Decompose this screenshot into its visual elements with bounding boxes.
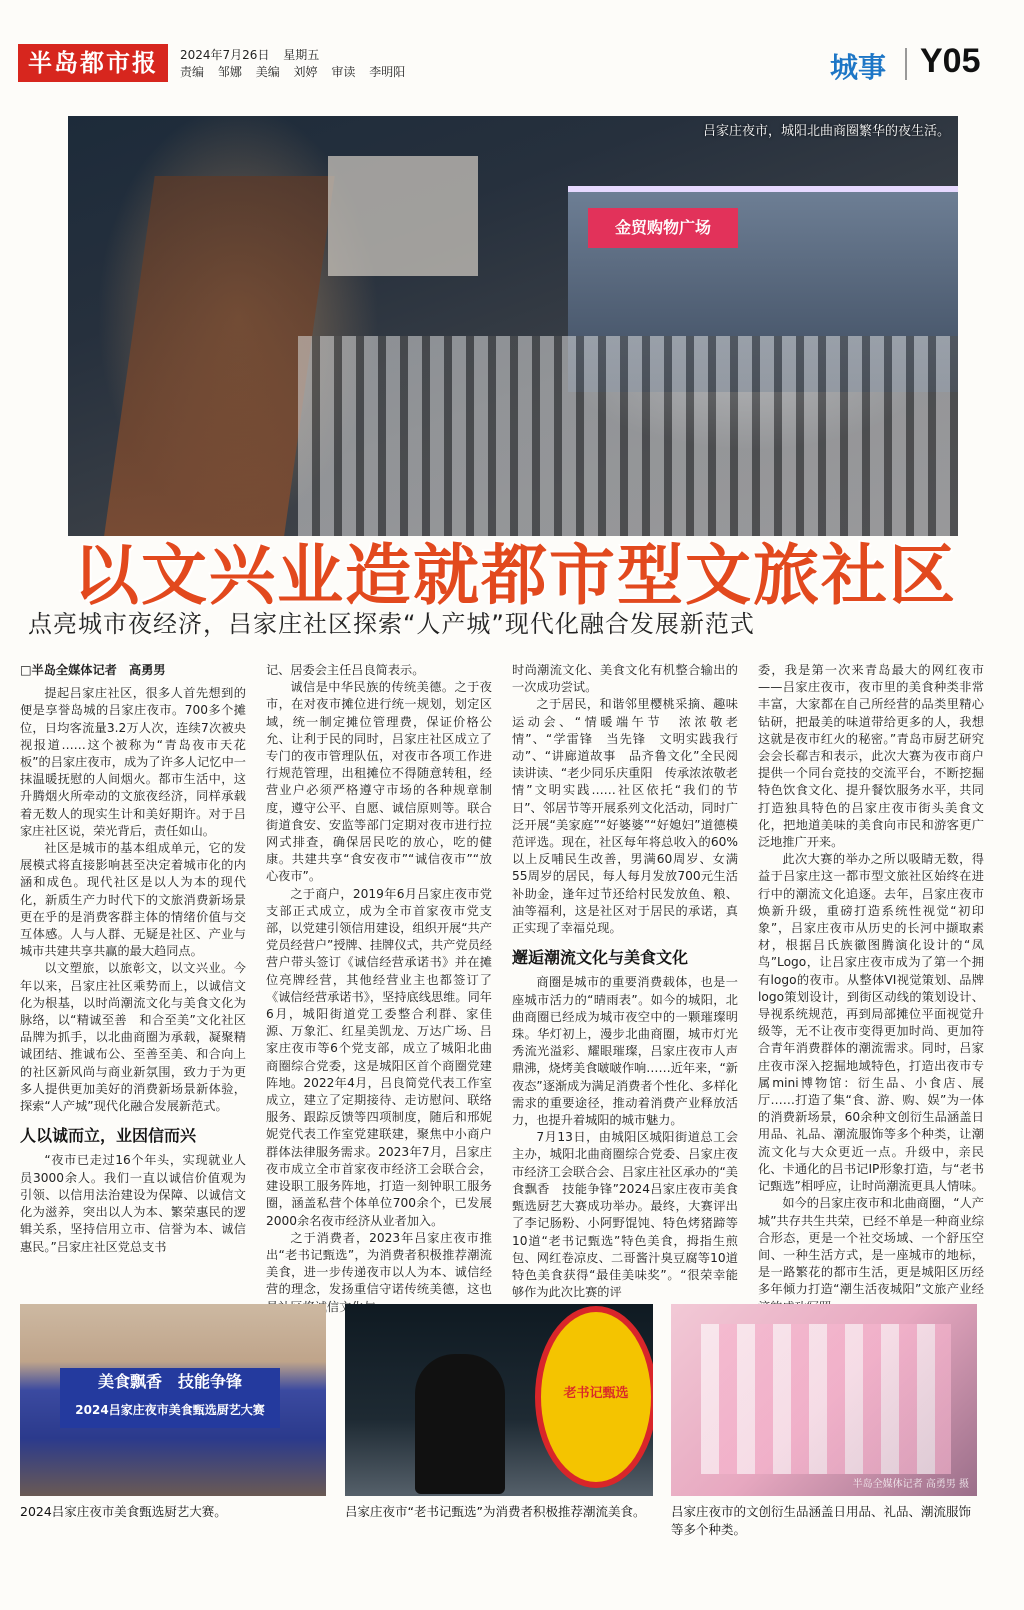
paragraph: 如今的吕家庄夜市和北曲商圈，“人产城”共存共生共荣，已经不单是一种商业综合形态，更是一个社交场域、一个舒压空间、一种生活方式，是一座城市的地标，是一路繁花的都市生活，更是城阳区历经多年倾力打造“潮生活夜城阳”文旅产业经 (758, 1196, 984, 1297)
paragraph: 提起吕家庄社区，很多人首先想到的便是享誉岛城的吕家庄夜市。700多个摊位，日均客流量3.2万人次，连续7次被央视报道……这个被称为“青岛夜市天花板”的吕家庄夜市，成为了许多人记忆中一抹温暖抚慰的人间烟火。都市生活中，这升腾烟火所牵动的文旅夜经济，同样承载着无数人的现实生计和美好期许。对于吕家庄社区说，荣光背后，责任如山。 (20, 686, 246, 838)
contest-banner-line2: 2024吕家庄夜市美食甄选厨艺大赛 (75, 1403, 265, 1417)
hero-caption: 吕家庄夜市，城阳北曲商圈繁华的夜生活。 (702, 124, 950, 139)
header-divider (905, 48, 907, 80)
reviewer-label: 审读 (331, 65, 356, 79)
merchandise-rack (701, 1324, 951, 1474)
hero-parking-lot (298, 336, 958, 536)
hero-photo (68, 116, 958, 536)
article-column-1 (20, 662, 246, 1256)
paragraph: 社区是城市的基本组成单元，它的发展模式将直接影响甚至决定着城市化的内涵和成色。现代社区是以人为本的现代化，新质生产力时代下的文旅消费新场景更在乎的是消费客群主体的情绪价值与交互体感。人与人群、无疑是社区、产业与城市共建共享共赢的最大趋同点。 (20, 841, 246, 959)
contest-banner-line1: 美食飘香 技能争锋 (97, 1372, 242, 1391)
paragraph: 商圈是城市的重要消费载体，也是一座城市活力的“晴雨表”。如今的城阳，北曲商圈已经成为城市夜空中的一颗璀璨明珠。华灯初上，漫步北曲商圈，城市灯光秀流光溢彩、耀眼璀璨，吕家庄夜市人声鼎沸，烧烤美食啵啵作响……近年来，“新夜态”逐渐成为满足消费者个性化、多样化需求的重要途径，推动着消费产业释放活力，也提升着城阳的城市魅力。 (512, 975, 738, 1128)
article-column-4 (758, 662, 984, 1316)
paragraph: 诚信是中华民族的传统美德。之于夜市，在对夜市摊位进行统一规划，划定区域，统一制定摊位管理费，保证价格公允、让利于民的同时，吕家庄社区成立了专门的夜市管理队伍，对夜市各项工作进行规范管理，出租摊位不得随意转租，经营业户必须严格遵守市场的各种规章制度，遵守公平、自愿、诚信原则等。联合街道食安、安监等部门定期对夜市进行拉网式排查，确保居民吃的放心，吃的健康。共建共享“食安夜市”“诚信夜市”“放心夜市”。 (266, 680, 492, 884)
paragraph: “夜市已走过16个年头，实现就业人员3000余人。我们一直以诚信价值观为引领、以信用法治建设为保障、以诚信文化为滋养，突出以人为本、繁荣惠民的逻辑关系，坚持信用立市、信誉为本、诚信惠民。”吕家庄社区党总支书 (20, 1153, 246, 1254)
stall-sign (535, 1306, 653, 1488)
hero-mall-sign: 金贸购物广场 (588, 208, 738, 248)
hero-building (328, 156, 478, 276)
paragraph: 之于商户，2019年6月吕家庄夜市党支部正式成立，成为全市首家夜市党支部，以党建引领信用建设，组织开展“共产党员经营户”授牌、挂牌仪式，共产党员经营户带头签订《诚信经营承诺书》并在摊位亮牌经营，其他经营业主也都签订了《诚信经营承诺书》，坚持底线思维。同年6月，城阳街道党工委整合利群、家佳源、万象汇、红星美凯龙、万达广场、吕家庄夜市等6个党支部，成立了城阳北曲商圈综合党委，这是城阳区首个商圈党建阵地。2022年4月，吕良简党代表工作室成立，建立了定期接待、走访慰问、联络服务、跟踪反馈等四项制度，随后和邢妮妮党代表工作室党建联建，聚焦中小商户群体法律服务需求。2023年7月，吕家庄夜市成立全市首家夜市经济工会联合会，建设职工服务阵地，打造一刻钟职工服务圈，涵盖私营个体单位700余个，已发展2000余名夜市经济从业者加入。 (266, 886, 492, 1228)
section-name: 城事 (830, 51, 887, 84)
byline: □半岛全媒体记者 高勇男 (20, 663, 166, 677)
contest-banner (60, 1368, 280, 1428)
paragraph: 记、居委会主任吕良简表示。 (266, 663, 425, 677)
issue-date-line (180, 46, 329, 63)
issue-weekday: 星期五 (283, 48, 320, 62)
paragraph: 时尚潮流文化、美食文化有机整合输出的一次成功尝试。 (512, 663, 738, 695)
photo-cooking-contest (20, 1304, 326, 1496)
paragraph: 之于居民，和谐邻里樱桃采摘、趣味运动会、“情暖端午节 浓浓敬老情”、“学雷锋 当先锋 文明实践我行动”、“讲廊道故事 品齐鲁文化”全民阅读讲读、“老少同乐庆重阳 传承浓浓敬老情”文明实践……社区依托“我们的节日”、邻居节等开展系列文化活动，同时广泛开展“美家庭”“好婆婆”“好媳妇”道德模范评选。现在，社区每年将总收入的60%以上反哺民生改善，男满60周岁、女满55周岁的居民，每人每月发放700元生活补助金，逢年过节还给村民发放鱼、粮、油等福利，这是社区对于居民的承诺，真正实现了幸福兑现。 (512, 697, 738, 936)
paragraph: 此次大赛的举办之所以吸睛无数，得益于吕家庄这一都市型文旅社区始终在进行中的潮流文化追逐。去年，吕家庄夜市焕新升级，重磅打造系统性视觉“初印象”，吕家庄夜市从历史的长河中撷取素材，根据吕氏族徽图腾演化设计的“凤鸟”Logo，让吕家庄夜市成为了第一个拥有logo的夜市。从整体VI视觉策划、品牌logo策划设计，到街区动线的策划设计、导视系统规范，再到局部摊位平面视觉升级等，无不让夜市变得更加时尚、更加符合青年消费群体的潮流需求。同时，吕家庄夜市深入挖掘地域特色，打造出夜市专属mini博物馆：衍生品、小食店、展厅……打造了集“食、游、购、娱”为一体的消费新场景，60余种文创衍生品涵盖日用品、礼品、潮流服饰等多个种类，让潮流文化与大众更近一点。升级中，亲民化、卡通化的吕书记IP形象打造，与“老书记甄选”相呼应，让时尚潮流更具人情味。 (758, 852, 984, 1194)
photo-caption: 吕家庄夜市“老书记甄选”为消费者积极推荐潮流美食。 (345, 1504, 646, 1519)
designer-name: 刘婷 (293, 65, 318, 79)
section-heading: 人以诚而立，业因信而兴 (20, 1126, 197, 1146)
photo-merchandise (671, 1304, 977, 1496)
article-column-3 (512, 662, 738, 1301)
page-number: Y05 (920, 42, 981, 80)
issue-date: 2024年7月26日 (180, 48, 270, 62)
paragraph: 之于消费者，2023年吕家庄夜市推出“老书记甄选”，为消费者积极推荐潮流美食，进一步传递夜市以人为本、诚信经营的理念，发扬重信守诺传统美德，这也 将诚信文化与 (266, 1230, 492, 1314)
stall-sign-text: 老书记甄选 (563, 1386, 629, 1401)
editor-name: 邹娜 (217, 65, 242, 79)
photo-caption: 2024吕家庄夜市美食甄选厨艺大赛。 (20, 1504, 227, 1519)
designer-label: 美编 (255, 65, 280, 79)
masthead-logo: 半岛都市报 (18, 44, 168, 82)
reviewer-name: 李明阳 (369, 65, 406, 79)
photo-caption: 吕家庄夜市的文创衍生品涵盖日用品、礼品、潮流服饰等多个种类。 (671, 1504, 972, 1537)
photo-food-stall (345, 1304, 653, 1496)
article-column-2 (266, 662, 492, 1316)
paragraph: 以文塑旅，以旅彰文，以文兴业。今年以来，吕家庄社区乘势而上，以诚信文化为根基，以时尚潮流文化与美食文化为脉络，以“精诚至善 和合至美”文化社区品牌为抓手，以北曲商圈为承载，凝聚精诚团结、推诚布公、至善至美、和合向上的社区新风尚与商业新氛围，致力于为更多人提供更加美好的消费新场景新体验，探索“人产城”现代化融合发展新范式。 (20, 961, 246, 1114)
editor-label: 责编 (180, 65, 205, 79)
paragraph: 7月13日，由城阳区城阳街道总工会主办，城阳北曲商圈综合党委、吕家庄夜市经济工会联合会、吕家庄社区承办的“美食飘香 技能争锋”2024吕家庄夜市美食甄选厨艺大赛成功举办。最终，大赛评出了李记肠粉、小阿野馄饨、特色烤猪蹄等10道“老书记甄选”特色美食，拇指生煎包、网红卷凉皮、二哥酱汁臭豆腐等10道特色美食获得“最佳美味奖”。“很荣幸能够作为此次比赛的评 (512, 1130, 738, 1300)
section-heading: 邂逅潮流文化与美食文化 (512, 948, 689, 968)
editor-line (180, 63, 415, 80)
paragraph: 委，我是第一次来青岛最大的网红夜市——吕家庄夜市，夜市里的美食种类非常丰富，大家都在自己所经营的品类里精心钻研，把最美的味道带给更多的人，我想这就是夜市红火的秘密。”青岛市厨艺研究会会长郗吉和表示，此次大赛为夜市商户提供一个同台竞技的交流平台，不断挖掘特色饮食文化、提升餐饮服务水平，共同打造独具特色的吕家庄夜市街头美食文化，把地道美味的美食向市民和游客更广泛地推广开来。 (758, 663, 984, 850)
vendor-figure (415, 1354, 505, 1494)
subheadline: 点亮城市夜经济，吕家庄社区探索“人产城”现代化融合发展新范式 (28, 610, 755, 638)
photo-credit: 半岛全媒体记者 高勇男 摄 (852, 1479, 969, 1490)
headline: 以文兴业造就都市型文旅社区 (73, 537, 957, 614)
